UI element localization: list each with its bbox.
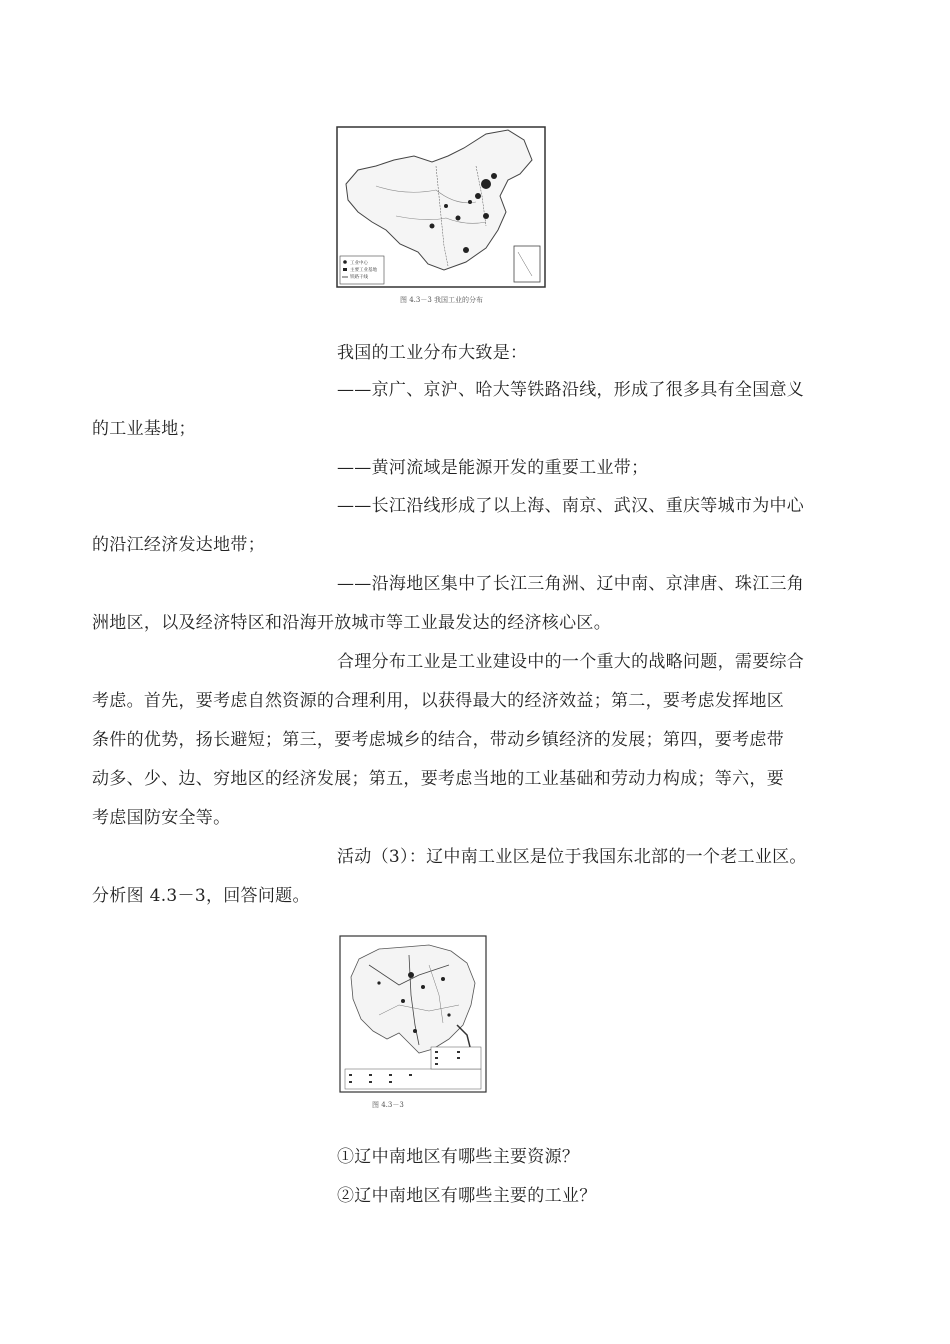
paragraph1-item1b: 的工业基地； <box>92 419 196 439</box>
paragraph2-line2: 考虑。首先，要考虑自然资源的合理利用，以获得最大的经济效益；第二，要考虑发挥地区 <box>92 691 784 711</box>
paragraph1-intro: 我国的工业分布大致是： <box>337 343 528 363</box>
figure2-caption: 图 4.3－3 <box>372 1101 404 1109</box>
paragraph2-line4: 动多、少、边、穷地区的经济发展；第五，要考虑当地的工业基础和劳动力构成；等六，要 <box>92 769 784 789</box>
activity-line2: 分析图 4.3－3，回答问题。 <box>92 886 310 906</box>
paragraph2-line5: 考虑国防安全等。 <box>92 808 231 828</box>
activity-line1: 活动（3）：辽中南工业区是位于我国东北部的一个老工业区。 <box>337 847 807 867</box>
paragraph1-item2: ——黄河流域是能源开发的重要工业带； <box>337 458 649 478</box>
paragraph1-item4b: 洲地区，以及经济特区和沿海开放城市等工业最发达的经济核心区。 <box>92 613 611 633</box>
figure1-caption: 图 4.3－3 我国工业的分布 <box>400 296 484 304</box>
liaozhongnan-map <box>339 935 487 1093</box>
paragraph1-item3b: 的沿江经济发达地带； <box>92 535 265 555</box>
china-industry-map-figure <box>336 126 546 288</box>
paragraph2-line1: 合理分布工业是工业建设中的一个重大的战略问题，需要综合 <box>337 652 805 672</box>
question-1: ①辽中南地区有哪些主要资源？ <box>337 1147 580 1167</box>
china-industry-map <box>336 126 546 288</box>
legend-item: 工业中心 <box>350 261 368 266</box>
legend-item: 铁路干线 <box>350 275 368 280</box>
legend-item: 主要工业基地 <box>350 268 377 273</box>
paragraph1-item3a: ——长江沿线形成了以上海、南京、武汉、重庆等城市为中心 <box>337 496 805 516</box>
question-2: ②辽中南地区有哪些主要的工业？ <box>337 1186 597 1206</box>
liaozhongnan-map-figure <box>339 935 487 1093</box>
paragraph1-item1a: ——京广、京沪、哈大等铁路沿线，形成了很多具有全国意义 <box>337 380 805 400</box>
paragraph1-item4a: ——沿海地区集中了长江三角洲、辽中南、京津唐、珠江三角 <box>337 574 805 594</box>
paragraph2-line3: 条件的优势，扬长避短；第三，要考虑城乡的结合，带动乡镇经济的发展；第四，要考虑带 <box>92 730 784 750</box>
